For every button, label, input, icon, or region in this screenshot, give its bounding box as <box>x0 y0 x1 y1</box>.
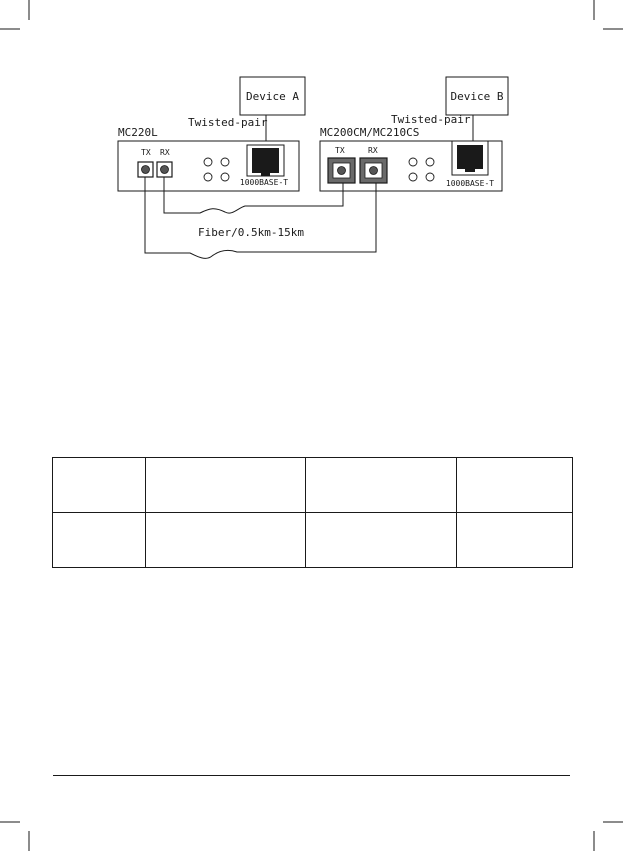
right-twisted-pair-label: Twisted-pair <box>391 113 471 126</box>
device-a-label: Device A <box>246 90 299 103</box>
table-cell <box>53 513 146 568</box>
right-converter-model: MC200CM/MC210CS <box>320 126 420 139</box>
device-b-label: Device B <box>450 90 504 103</box>
footer-rule <box>53 775 570 776</box>
left-port-label: 1000BASE-T <box>239 178 289 187</box>
right-tx-label: TX <box>335 146 345 155</box>
left-rx-port-core <box>161 166 169 174</box>
table-cell <box>457 513 573 568</box>
left-tx-port-core <box>142 166 150 174</box>
right-rx-port-core <box>370 167 378 175</box>
left-rj45-latch <box>261 173 270 176</box>
right-rj45-latch <box>465 169 475 172</box>
left-rj45-port <box>252 148 279 173</box>
table-row <box>53 513 573 568</box>
table-cell <box>306 513 457 568</box>
left-rx-label: RX <box>160 148 170 157</box>
table-cell <box>146 513 306 568</box>
table-cell <box>53 458 146 513</box>
right-rx-label: RX <box>368 146 378 155</box>
table-cell <box>306 458 457 513</box>
table-row <box>53 458 573 513</box>
left-twisted-pair-label: Twisted-pair <box>188 116 268 129</box>
left-converter-model: MC220L <box>118 126 158 139</box>
right-tx-port-core <box>338 167 346 175</box>
table-cell <box>457 458 573 513</box>
right-rj45-port <box>457 145 483 169</box>
spec-table <box>52 457 573 568</box>
fiber-label: Fiber/0.5km-15km <box>198 226 304 239</box>
right-port-label: 1000BASE-T <box>445 179 495 188</box>
left-tx-label: TX <box>141 148 151 157</box>
table-cell <box>146 458 306 513</box>
